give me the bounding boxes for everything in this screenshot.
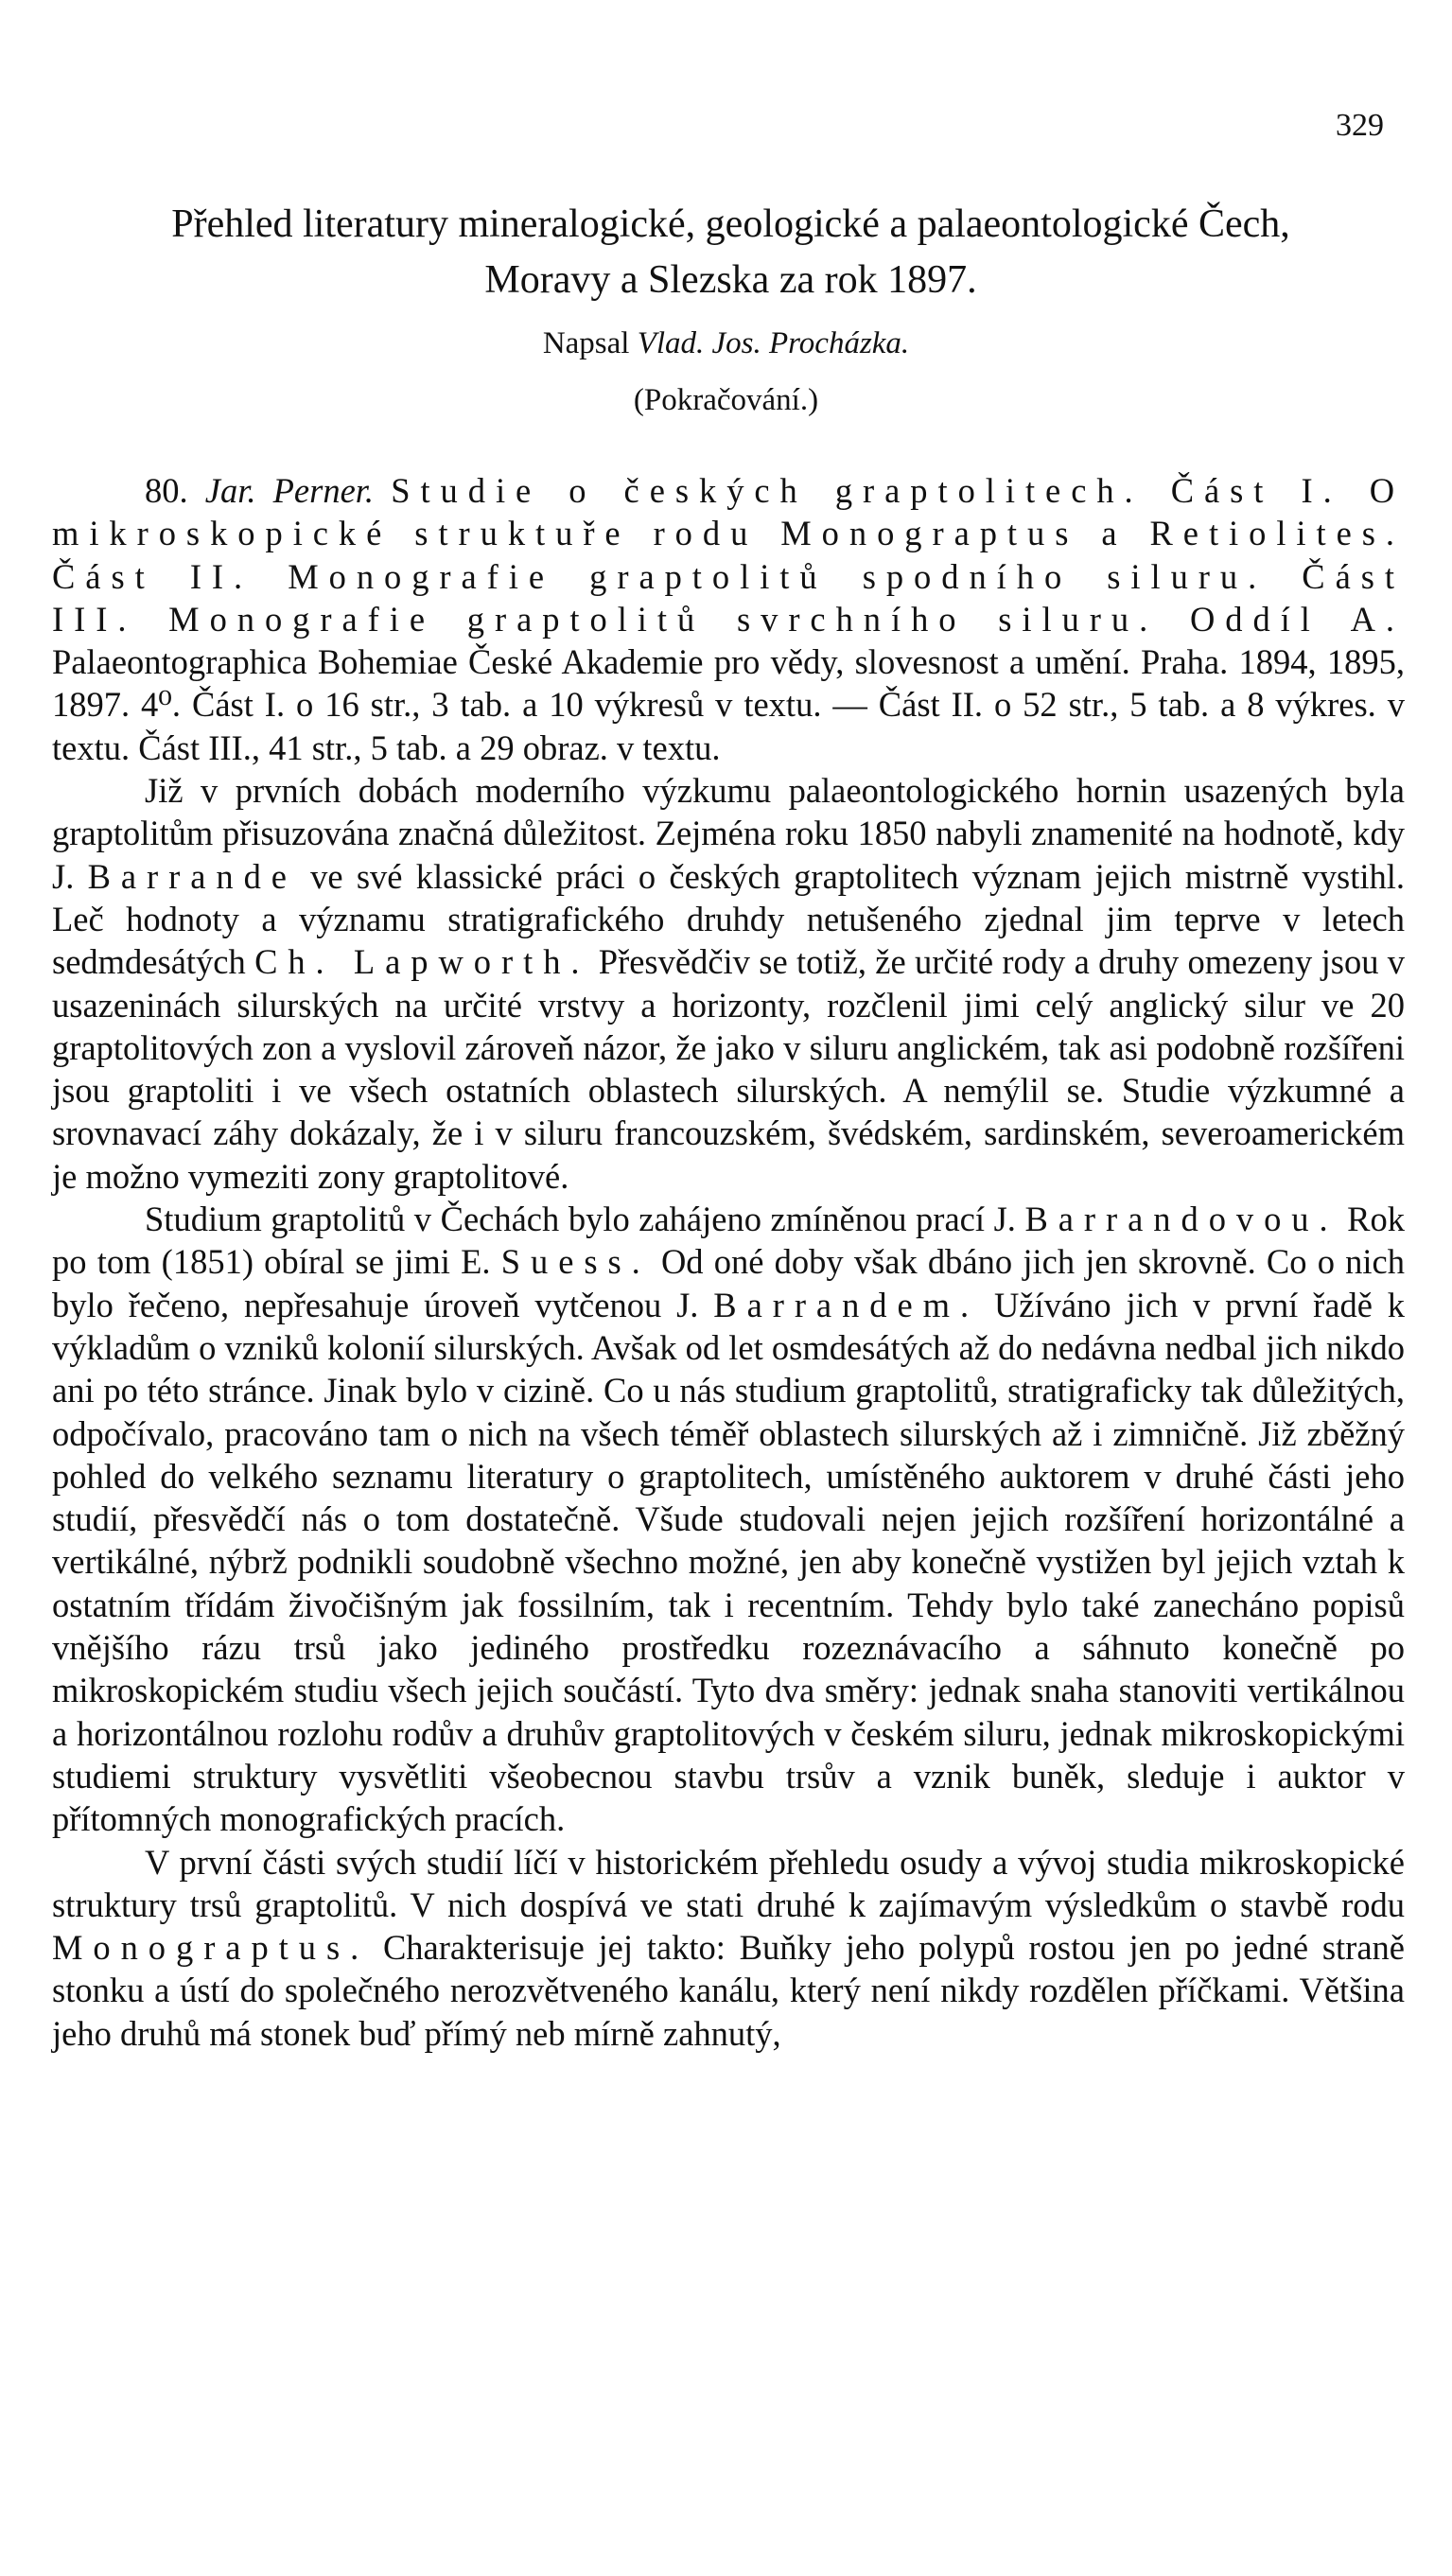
person-name-barrande: Barrande — [87, 856, 297, 896]
paragraph-2-text-d: Užíváno jich v první řadě k výkladům o vzniků kolonií silurských. Avšak od let osmdesátých až do nedávna nedbal jich nikdo ani po této stránce. Jinak bylo v cizině. Co u nás studium graptolitů, stratigraficky tak důležitých, odpočívalo, pracováno tam o nich na všech téměř oblastech silurských až i zimničně. Již zběžný pohled do velkého seznamu literatury o graptolitech, umístěného auktorem v druhé části jeho studií, přesvědčí nás o tom dostatečně. Všude studovali nejen jejich rozšíření horizontálné a vertikálné, nýbrž podnikli soudobně všechno možné, jen aby konečně vystižen byl jejich vztah k ostatním třídám živočišným jak fossilním, tak i recentním. Tehdy bylo také zanecháno popisů vnějšího rázu trsů jako jediného prostředku rozeznávacího a sáhnuto konečně po mikroskopickém studiu všech jejich součástí. Tyto dva směry: jednak snaha stanoviti vertikálnou a horizontálnou rozlohu rodův a druhův graptolitových v českém siluru, jednak mikroskopickými studiemi struktury vysvětliti všeobecnou stavbu trsův a vznik buněk, sleduje i auktor v přítomných monografických pracích. — [52, 1285, 1406, 1839]
person-name-suess: Suess. — [500, 1242, 651, 1282]
paragraph-1-text-c: Přesvědčiv se totiž, že určité rody a druhy omezeny jsou v usazeninách silurských na určité vrstvy a horizonty, rozčlenil jimi celý anglický silur ve 20 graptolitových zon a vyslovil zároveň názor, že jako v siluru anglickém, tak asi podobně rozšířeni jsou graptoliti i ve všech ostatních oblastech silurských. A nemýlil se. Studie výzkumné a srovnavací záhy dokázaly, že i v siluru francouzském, švédském, sardinském, severoamerickém je možno vymeziti zony graptolitové. — [52, 942, 1405, 1196]
paragraph-1 — [52, 769, 1405, 1198]
paragraph-3-text-a: V první části svých studií líčí v historickém přehledu osudy a vývoj studia mikroskopické struktury trsů graptolitů. V nich dospívá ve stati druhé k zajímavým výsledkům o stavbě rodu — [52, 1842, 1405, 1924]
title-line-2: Moravy a Slezska za rok 1897. — [484, 258, 977, 302]
paragraph-2-text-a: Studium graptolitů v Čechách bylo zahájeno zmíněnou prací J. — [145, 1200, 1016, 1239]
page-number: 329 — [1336, 108, 1384, 143]
person-name-barrandem: Barrandem. — [713, 1285, 980, 1324]
article-title — [47, 197, 1414, 308]
person-name-barrandovou: Barrandovou. — [1024, 1200, 1338, 1239]
entry-title: Studie o českých graptolitech. Část I. O mikroskopické struktuře rodu Monograptus a Retiolites. Část II. Monografie graptolitů spodního siluru. Část III. Monografie graptolitů svrchního siluru. Oddíl A. — [52, 471, 1406, 639]
continuation-note: (Pokračování.) — [633, 383, 819, 417]
byline-prefix: Napsal — [542, 326, 630, 360]
paragraph-2 — [52, 1198, 1405, 1840]
paragraph-2-text-c: Od oné doby však dbáno jich jen skrovně. Co o nich bylo řečeno, nepřesahuje úroveň vytčenou J. — [52, 1242, 1406, 1324]
entry-number: 80. — [145, 471, 188, 510]
entry-publication: Palaeontographica Bohemiae České Akademie pro vědy, slovesnost a umění. Praha. 1894, 1895, 1897. 4⁰. Část I. o 16 str., 3 tab. a 10 výkresů v textu. — Část II. o 52 str., 5 tab. a 8 výkres. v textu. Část III., 41 str., 5 tab. a 29 obraz. v textu. — [52, 642, 1405, 767]
entry-author: Jar. Perner. — [204, 471, 375, 510]
paragraph-3-text-b: Charakterisuje jej takto: Buňky jeho polypů rostou jen po jedné straně stonku a ústí do společného nerozvětveného kanálu, který není nikdy rozdělen příčkami. Většina jeho druhů má stonek buď přímý neb mírně zahnutý, — [52, 1928, 1405, 2053]
paragraph-3 — [52, 1841, 1405, 2055]
person-name-lapworth: Ch. Lapworth. — [254, 942, 590, 982]
genus-name-monograptus: Monograptus. — [52, 1928, 370, 1968]
bibliography-entry — [52, 469, 1405, 769]
byline — [0, 326, 1452, 361]
paragraph-2-text-b: Rok po tom (1851) obíral se jimi E. — [52, 1200, 1406, 1282]
title-line-1: Přehled literatury mineralogické, geologické a palaeontologické Čech, — [171, 202, 1290, 246]
paragraph-1-text-a: Již v prvních dobách moderního výzkumu palaeontologického hornin usazených byla graptolitům přisuzována značná důležitost. Zejména roku 1850 nabyli znamenité na hodnotě, kdy J. — [52, 771, 1405, 896]
paragraph-1-text-b: ve své klassické práci o českých graptolitech význam jejich mistrně vystihl. Leč hodnoty a významu stratigrafického druhdy netušeného zjednal jim teprve v letech sedmdesátých — [52, 856, 1406, 982]
byline-author: Vlad. Jos. Procházka. — [637, 326, 910, 360]
article-body — [52, 469, 1405, 2055]
